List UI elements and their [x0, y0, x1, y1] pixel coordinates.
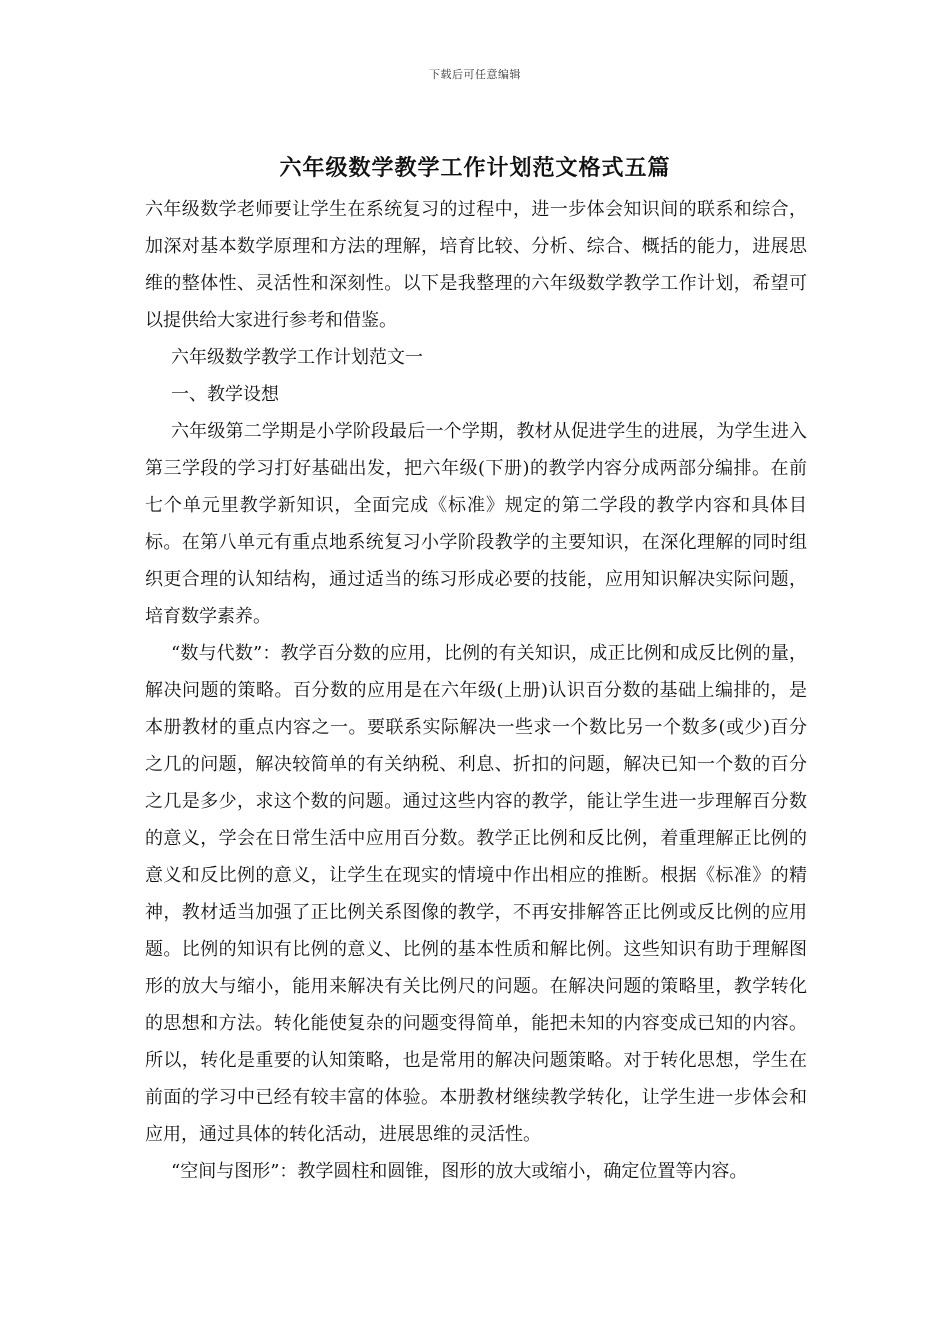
body-paragraph: “数与代数”：教学百分数的应用，比例的有关知识，成正比例和成反比例的量，解决问题的策略。百分数的应用是在六年级(上册)认识百分数的基础上编排的，是本册教材的重点内容之一。要联系实际解决一些求一个数比另一个数多(或少)百分之几的问题，解决较简单的有关纳税、利息、折扣的问题，解决已知一个数的百分之几是多少，求这个数的问题。通过这些内容的教学，能让学生进一步理解百分数的意义，学会在日常生活中应用百分数。教学正比例和反比例，着重理解正比例的意义和反比例的意义，让学生在现实的情境中作出相应的推断。根据《标准》的精神，教材适当加强了正比例关系图像的教学，不再安排解答正比例或反比例的应用题。比例的知识有比例的意义、比例的基本性质和解比例。这些知识有助于理解图形的放大与缩小，能用来解决有关比例尺的问题。在解决问题的策略里，教学转化的思想和方法。转化能使复杂的问题变得简单，能把未知的内容变成已知的内容。所以，转化是重要的认知策略，也是常用的解决问题策略。对于转化思想，学生在前面的学习中已经有较丰富的体验。本册教材继续教学转化，让学生进一步体会和应用，通过具体的转化活动，进展思维的灵活性。	[145, 643, 807, 1145]
subsection-heading: 一、教学设想	[171, 384, 279, 405]
document-title: 六年级数学教学工作计划范文格式五篇	[279, 155, 671, 181]
header-note: 下载后可任意编辑	[429, 68, 521, 81]
intro-paragraph: 六年级数学老师要让学生在系统复习的过程中，进一步体会知识间的联系和综合，加深对基本数学原理和方法的理解，培育比较、分析、综合、概括的能力，进展思维的整体性、灵活性和深刻性。以下是我整理的六年级数学教学工作计划，希望可以提供给大家进行参考和借鉴。	[145, 199, 807, 331]
body-paragraph: “空间与图形”：教学圆柱和圆锥，图形的放大或缩小，确定位置等内容。	[171, 1161, 748, 1182]
body-paragraph: 六年级第二学期是小学阶段最后一个学期，教材从促进学生的进展，为学生进入第三学段的学习打好基础出发，把六年级(下册)的教学内容分成两部分编排。在前七个单元里教学新知识，全面完成《标准》规定的第二学段的教学内容和具体目标。在第八单元有重点地系统复习小学阶段教学的主要知识，在深化理解的同时组织更合理的认知结构，通过适当的练习形成必要的技能，应用知识解决实际问题，培育数学素养。	[145, 421, 807, 627]
section-heading: 六年级数学教学工作计划范文一	[171, 347, 423, 368]
document-body	[145, 191, 807, 1190]
